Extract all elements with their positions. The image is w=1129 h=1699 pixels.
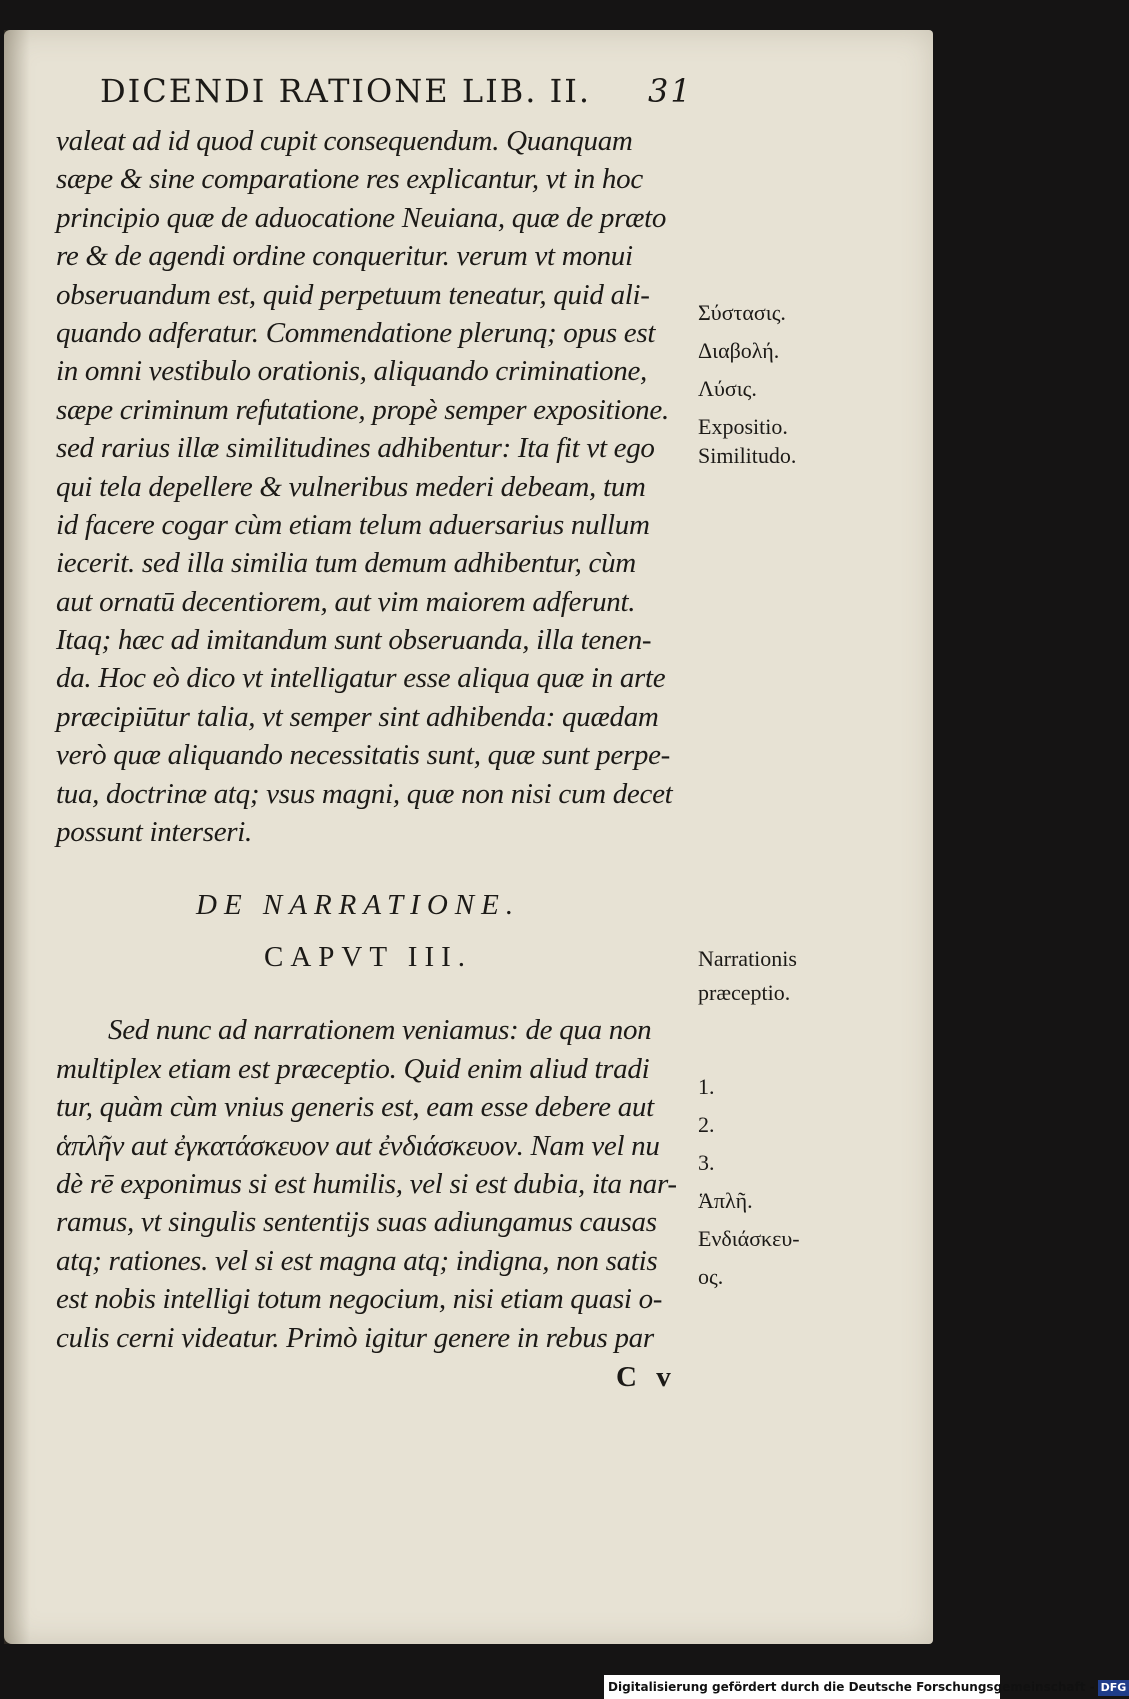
- margin-note: Διαβολή.: [698, 338, 780, 363]
- margin-note: 1.: [698, 1074, 715, 1099]
- margin-note: Σύστασις.: [698, 300, 786, 325]
- chapter-heading: CAPVT III.: [264, 941, 473, 974]
- margin-note: Λύσις.: [698, 376, 757, 401]
- margin-note: ος.: [698, 1264, 724, 1289]
- text-line: da. Hoc eò dico vt intelligatur esse aliqua quæ in arte: [56, 662, 666, 695]
- dfg-logo: DFG: [1098, 1680, 1129, 1696]
- text-line: qui tela depellere & vulneribus mederi debeam, tum: [56, 470, 646, 503]
- spacer: [56, 983, 696, 1011]
- spacer: [56, 851, 696, 879]
- main-text-column: [56, 72, 696, 1397]
- margin-note: Similitudo.: [698, 443, 797, 468]
- text-line: id facere cogar cùm etiam telum aduersarius nullum: [56, 508, 650, 541]
- page-gutter-shadow: [4, 30, 30, 1644]
- text-line: multiplex etiam est præceptio. Quid enim aliud tradi: [56, 1052, 650, 1085]
- text-line: obseruandum est, quid perpetuum teneatur, quid ali-: [56, 278, 650, 311]
- text-line: ramus, vt singulis sententijs suas adiungamus causas: [56, 1206, 657, 1239]
- text-line: sed rarius illæ similitudines adhibentur: Ita fit vt ego: [56, 432, 655, 465]
- text-line: Sed nunc ad narrationem veniamus: de qua non: [108, 1014, 652, 1047]
- text-line: iecerit. sed illa similia tum demum adhibentur, cùm: [56, 547, 636, 580]
- text-line: in omni vestibulo orationis, aliquando criminatione,: [56, 355, 647, 388]
- margin-note: Expositio.: [698, 414, 788, 439]
- margin-note: 3.: [698, 1150, 715, 1175]
- text-line: Itaq; hæc ad imitandum sunt obseruanda, illa tenen-: [56, 624, 652, 657]
- text-line: verò quæ aliquando necessitatis sunt, quæ sunt perpe-: [56, 739, 671, 772]
- page-number: 31: [648, 72, 693, 110]
- text-line: præcipiūtur talia, vt semper sint adhibenda: quædam: [56, 700, 659, 733]
- text-line: sæpe & sine comparatione res explicantur, vt in hoc: [56, 163, 643, 196]
- text-line: sæpe criminum refutatione, propè semper expositione.: [56, 393, 669, 426]
- text-line: est nobis intelligi totum negocium, nisi etiam quasi o-: [56, 1283, 663, 1316]
- running-head: [56, 72, 696, 122]
- margin-note: Narrationis: [698, 946, 797, 971]
- text-line: dè rē exponimus si est humilis, vel si est dubia, ita nar-: [56, 1167, 677, 1200]
- book-page: [4, 30, 933, 1644]
- margin-note: præceptio.: [698, 980, 791, 1005]
- signature-mark: C v: [616, 1360, 677, 1393]
- text-line: ἁπλῆν aut ἐγκατάσκευον aut ἐνδιάσκευον. Nam vel nu: [56, 1129, 660, 1162]
- text-line: aut ornatū decentiorem, aut vim maiorem adferunt.: [56, 585, 636, 618]
- text-line: tua, doctrinæ atq; vsus magni, quæ non nisi cum decet: [56, 777, 673, 810]
- text-line: possunt interseri.: [56, 816, 253, 849]
- text-line: culis cerni videatur. Primò igitur genere in rebus par: [56, 1321, 654, 1354]
- running-head-title: DICENDI RATIONE LIB. II.: [100, 72, 592, 110]
- margin-note: 2.: [698, 1112, 715, 1137]
- margin-note: Ἁπλῆ.: [698, 1188, 753, 1213]
- text-line: valeat ad id quod cupit consequendum. Quanquam: [56, 125, 633, 157]
- margin-note: Ενδιάσκευ-: [698, 1226, 800, 1251]
- text-line: quando adferatur. Commendatione plerunq; opus est: [56, 316, 656, 349]
- text-line: principio quæ de aduocatione Neuiana, quæ de præto: [56, 201, 667, 234]
- digitization-credit: [604, 1675, 1127, 1699]
- credit-text: Digitalisierung gefördert durch die Deutsche Forschungsgemeinschaft -: [608, 1680, 1095, 1694]
- text-line: re & de agendi ordine conqueritur. verum vt monui: [56, 240, 633, 273]
- section-heading: DE NARRATIONE.: [196, 889, 521, 922]
- text-line: tur, quàm cùm vnius generis est, eam esse debere aut: [56, 1091, 654, 1124]
- text-line: atq; rationes. vel si est magna atq; indigna, non satis: [56, 1244, 658, 1277]
